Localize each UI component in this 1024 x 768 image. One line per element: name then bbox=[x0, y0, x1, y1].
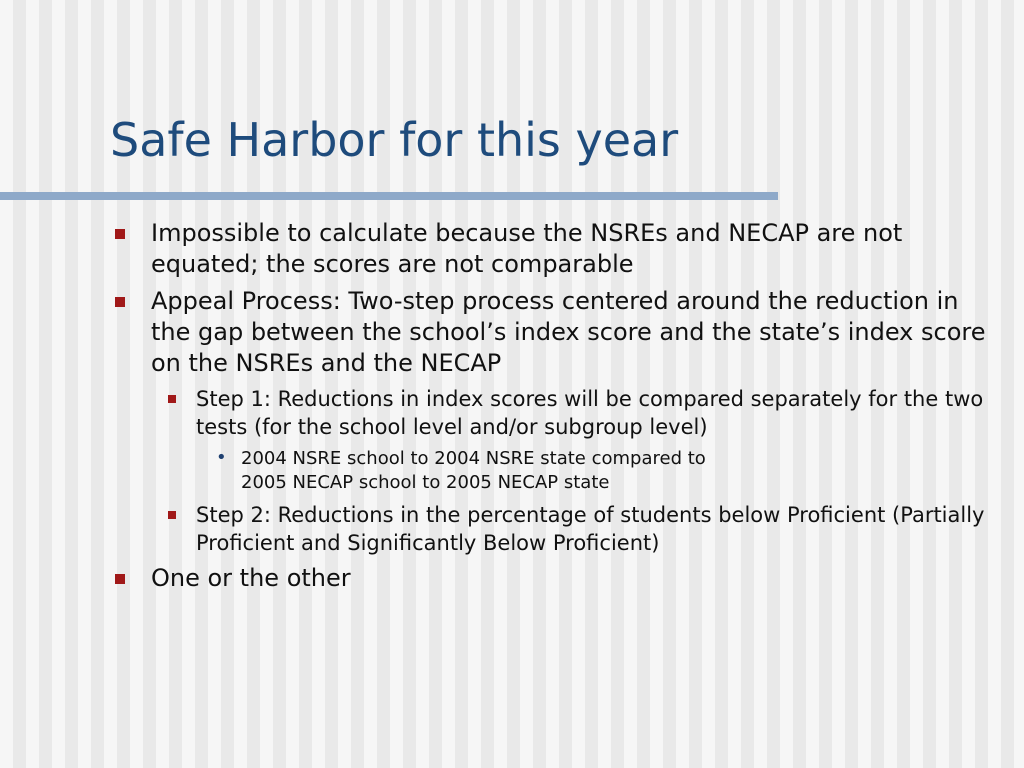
bullet-text: One or the other bbox=[151, 564, 351, 592]
square-bullet-icon bbox=[168, 395, 176, 403]
square-bullet-icon bbox=[115, 229, 125, 239]
sub-sub-bullet-line: 2004 NSRE school to 2004 NSRE state compared to bbox=[241, 448, 706, 469]
bullet-text: Appeal Process: Two-step process centered around the reduction in the gap between the school’s index score and the state’s index score on the NSREs and the NECAP bbox=[151, 287, 986, 377]
square-bullet-icon bbox=[115, 574, 125, 584]
sub-bullet-text: Step 1: Reductions in index scores will be compared separately for the two tests (for the school level and/or subgroup level) bbox=[196, 387, 984, 439]
title-underline bbox=[0, 192, 778, 200]
round-bullet-icon: • bbox=[216, 447, 227, 468]
sub-bullet-item bbox=[196, 385, 996, 441]
square-bullet-icon bbox=[115, 297, 125, 307]
sub-bullet-item bbox=[196, 501, 996, 557]
bullet-item bbox=[151, 286, 1001, 379]
bullet-text: Impossible to calculate because the NSREs and NECAP are not equated; the scores are not comparable bbox=[151, 219, 903, 278]
bullet-item bbox=[151, 563, 1001, 594]
bullet-item bbox=[151, 218, 1001, 280]
bullet-list bbox=[0, 218, 1024, 600]
sub-sub-bullet-line: 2005 NECAP school to 2005 NECAP state bbox=[241, 472, 610, 493]
slide-title: Safe Harbor for this year bbox=[110, 113, 679, 167]
sub-sub-bullet-item bbox=[216, 447, 981, 495]
square-bullet-icon bbox=[168, 511, 176, 519]
sub-bullet-text: Step 2: Reductions in the percentage of students below Proficient (Partially Proficient and Significantly Below Proficient) bbox=[196, 503, 985, 555]
